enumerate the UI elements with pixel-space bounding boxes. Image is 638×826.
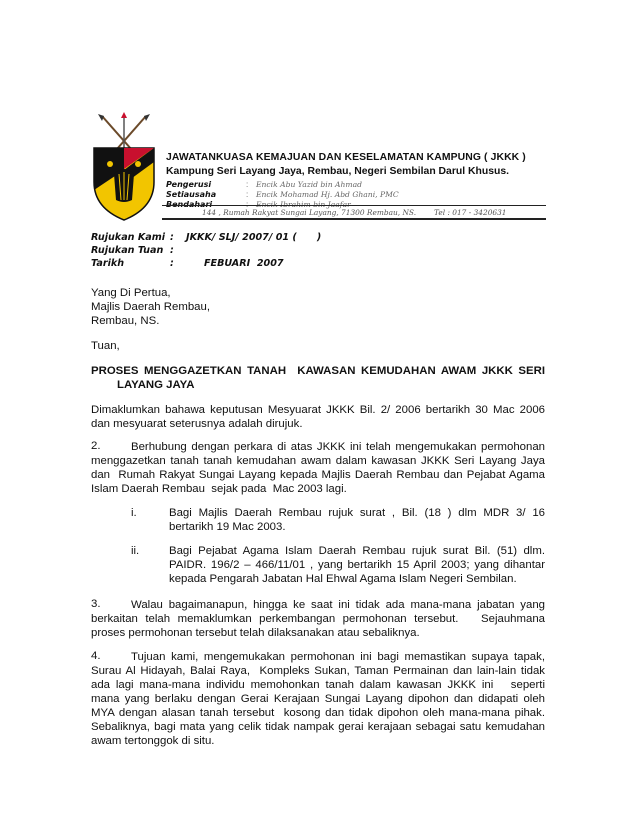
reference-separator: : [170, 245, 174, 256]
salutation: Tuan, [91, 340, 120, 352]
organisation-location: Kampung Seri Layang Jaya, Rembau, Negeri Sembilan Darul Khusus. [166, 166, 509, 177]
paragraph-line: MYA dengan alasan tanah tersebut kosong dan tidak dipohon oleh mana-mana pihak. [91, 707, 545, 719]
paragraph-line: awam tertonggok di situ. [91, 735, 215, 747]
reference-label: Rujukan Kami [91, 232, 166, 243]
list-item-line: PAIDR. 196/2 – 466/11/01 , yang bertarikh 15 April 2003; yang dihantar [169, 559, 545, 571]
reference-separator: : [170, 232, 174, 243]
paragraph-line: Tujuan kami, mengemukakan permohonan ini bagi memastikan supaya tapak, [131, 651, 545, 663]
list-item-line: Bagi Pejabat Agama Islam Daerah Rembau rujuk surat Bil. (51) dlm. [169, 545, 545, 557]
paragraph-line: Islam Daerah Rembau sejak pada Mac 2003 lagi. [91, 483, 347, 495]
officer-role: Setiausaha [166, 190, 217, 199]
officer-row-setiausaha [166, 190, 399, 199]
reference-value: JKKK/ SLJ/ 2007/ 01 ( ) [186, 232, 322, 243]
reference-yours [91, 245, 186, 256]
list-item-line: kepada Pengarah Jabatan Hal Ehwal Agama Islam Negeri Sembilan. [169, 573, 517, 585]
officer-separator: : [246, 190, 249, 199]
paragraph-line: Sebaliknya, bagi mata yang celik tidak nampak gerai kerajaan sebagai satu kemudahan [91, 721, 545, 733]
subject-line: PROSES MENGGAZETKAN TANAH KAWASAN KEMUDAHAN AWAM JKKK SERI [91, 365, 545, 377]
officer-separator: : [246, 180, 249, 189]
reference-ours [91, 232, 321, 243]
paragraph-line: berkaitan telah memaklumkan perkembangan permohonan tersebut. Sejauhmana [91, 613, 545, 625]
paragraph-number: 2. [91, 440, 101, 452]
officer-row-pengerusi [166, 180, 362, 189]
paragraph-line: mana yang berlaku dengan Gerai Kerajaan Sungai Layang dipohon dan didapati oleh [91, 693, 545, 705]
paragraph-line: Walau bagaimanapun, hingga ke saat ini tidak ada mana-mana jabatan yang [131, 599, 545, 611]
list-marker: ii. [131, 545, 140, 557]
organisation-address: 144 , Rumah Rakyat Sungai Layang, 71300 Rembau, NS. [202, 208, 417, 217]
paragraph-line: Berhubung dengan perkara di atas JKKK ini telah mengemukakan permohonan [131, 441, 545, 453]
paragraph-line: menggazetkan tanah tanah kemudahan awam dalam kawasan JKKK Seri Layang Jaya [91, 455, 545, 467]
list-item-line: Bagi Majlis Daerah Rembau rujuk surat , Bil. (18 ) dlm MDR 3/ 16 [169, 507, 545, 519]
paragraph-line: proses permohonan tersebut telah dilaksanakan atau sebaliknya. [91, 627, 420, 639]
negeri-sembilan-crest-icon [88, 112, 160, 222]
paragraph-number: 3. [91, 598, 101, 610]
officer-name: Encik Mohamad Hj. Abd Ghani, PMC [256, 190, 399, 199]
organisation-name: JAWATANKUASA KEMAJUAN DAN KESELAMATAN KAMPUNG ( JKKK ) [166, 152, 526, 163]
paragraph-line: dan Rumah Rakyat Sungai Layang kepada Majlis Daerah Rembau dan Pejabat Agama [91, 469, 545, 481]
reference-label: Tarikh [91, 258, 125, 269]
recipient-line: Majlis Daerah Rembau, [91, 301, 211, 313]
officer-role: Pengerusi [166, 180, 212, 189]
reference-value: FEBUARI 2007 [204, 258, 284, 269]
recipient-line: Yang Di Pertua, [91, 287, 171, 299]
paragraph-number: 4. [91, 650, 101, 662]
paragraph-line: Dimaklumkan bahawa keputusan Mesyuarat JKKK Bil. 2/ 2006 bertarikh 30 Mac 2006 [91, 404, 545, 416]
reference-label: Rujukan Tuan [91, 245, 164, 256]
organisation-phone: Tel : 017 - 3420631 [434, 208, 507, 217]
officer-name: Encik Abu Yazid bin Ahmad [256, 180, 362, 189]
letterhead-divider-bottom [162, 218, 546, 220]
paragraph-line: Surau Al Hidayah, Balai Raya, Kompleks Sukan, Taman Permainan dan lain-lain tidak [91, 665, 545, 677]
letterhead-divider-top [162, 205, 546, 206]
list-item-line: bertarikh 19 Mac 2003. [169, 521, 286, 533]
reference-date [91, 258, 284, 269]
paragraph-line: ada lagi mana-mana individu memohonkan tanah dalam kawasan JKKK ini seperti [91, 679, 545, 691]
reference-separator: : [170, 258, 174, 269]
subject-line: LAYANG JAYA [117, 379, 195, 391]
recipient-line: Rembau, NS. [91, 315, 160, 327]
list-marker: i. [131, 507, 137, 519]
paragraph-line: dan mesyuarat seterusnya adalah dirujuk. [91, 418, 303, 430]
